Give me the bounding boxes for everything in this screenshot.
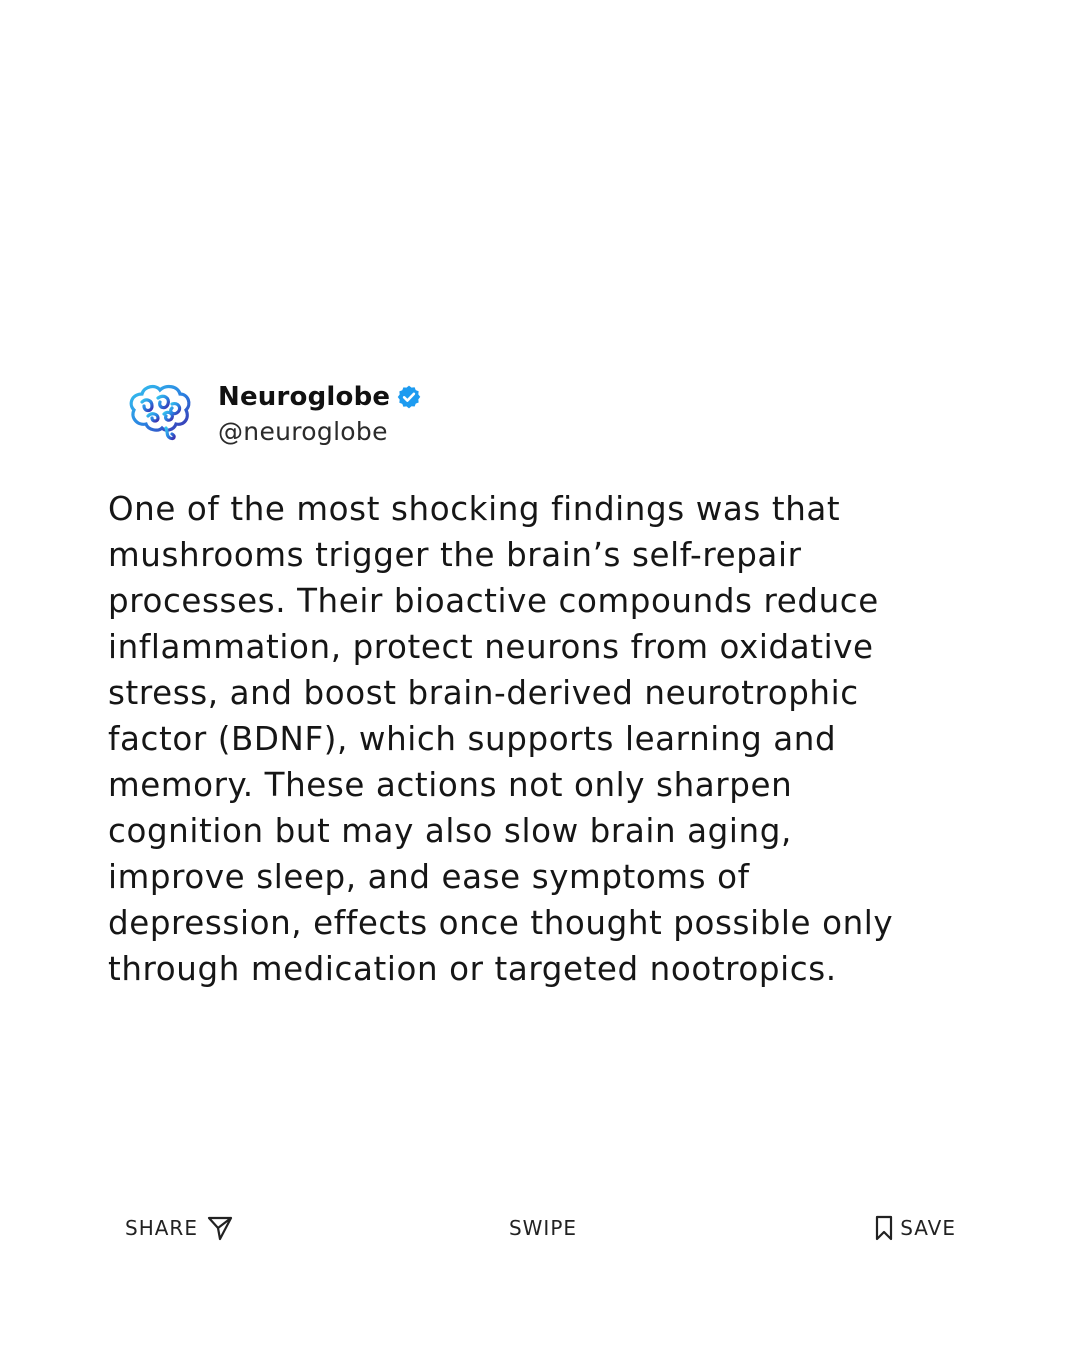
author-text bbox=[218, 379, 422, 446]
verified-badge-icon bbox=[396, 384, 422, 410]
share-label: SHARE bbox=[125, 1216, 198, 1240]
avatar[interactable] bbox=[124, 376, 196, 448]
post-body-text: One of the most shocking findings was that mushrooms trigger the brain’s self-repair processes. Their bioactive compounds reduce inflammation, protect neurons from oxidative stress, and boost brain-derived neurotrophic factor (BDNF), which supports learning and memory. These actions not only sharpen cognition but may also slow brain aging, improve sleep, and ease symptoms of depression, effects once thought possible only through medication or targeted nootropics. bbox=[108, 490, 894, 988]
bookmark-icon bbox=[874, 1214, 894, 1242]
handle[interactable]: @neuroglobe bbox=[218, 416, 388, 446]
author-header bbox=[124, 376, 422, 448]
name-row bbox=[218, 379, 422, 415]
save-button[interactable] bbox=[874, 1214, 956, 1242]
brain-icon bbox=[124, 376, 196, 448]
swipe-indicator[interactable]: SWIPE bbox=[508, 1216, 578, 1240]
save-label: SAVE bbox=[900, 1216, 956, 1240]
footer-bar bbox=[0, 1210, 1080, 1250]
display-name[interactable]: Neuroglobe bbox=[218, 381, 391, 412]
